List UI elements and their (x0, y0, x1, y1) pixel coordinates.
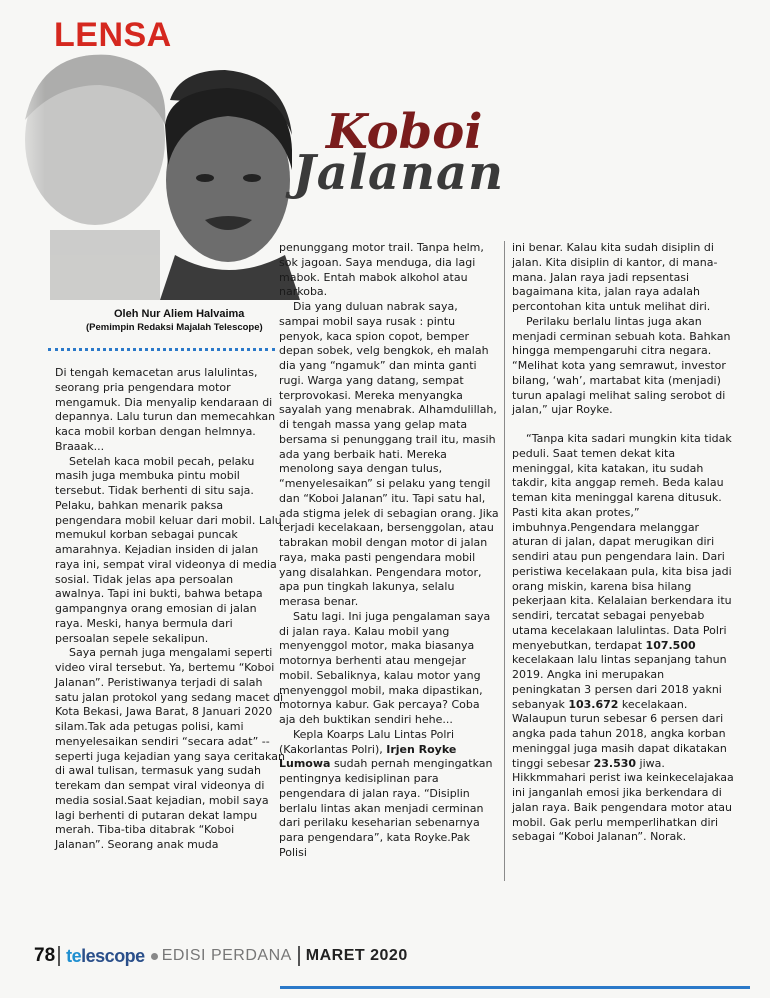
bold-name: Irjen Royke Lumowa (279, 742, 457, 771)
footer-separator (58, 946, 60, 966)
text-run: “Tanpa kita sadari mungkin kita tidak peduli. Saat temen dekat kita meninggal, kita katakan, itu sudah takdir, kita anggap remeh. Beda kalau teman kita meninggal karena ditusuk. Pasti kita akan protes,” imbuhnya.Pengendara melanggar aturan di jalan, dapat merugikan diri sendiri atau pun pengendara lain. Dari peristiwa kecelakaan pula, kita bisa jadi orang miskin, karena bisa hilang pekerjaan kita. Kelalaian berkendara itu sendiri, tercatat sebagai penyebab utama kecelakaan lalulintas. Data Polri menyebutkan, terdapat (512, 432, 732, 652)
issue-date: MARET 2020 (305, 947, 408, 964)
paragraph: Setelah kaca mobil pecah, pelaku masih juga membuka pintu mobil tersebut. Tidak berhenti di situ saja. Pelaku, bahkan menarik paksa pengendara mobil keluar dari mobil. Lalu memukul korban sebagai puncak amarahnya. Kejadian insiden di jalan raya ini, sempat viral videonya di media sosial. Tidak jelas apa persoalan awalnya. Tapi ini bukti, bahwa betapa gampangnya orang emosian di jalan raya. Meski, hanya bermula dari persoalan sepele sekalipun. (55, 454, 282, 645)
article-title-line2: Jalanan (293, 145, 505, 201)
article-title-line1: Koboi (326, 104, 483, 160)
text-run: kecelakaan. Walaupun turun sebesar 6 persen dari angka pada tahun 2018, angka korban meninggal juga masih dapat dikatakan tinggi sebesar (512, 697, 727, 770)
page-number: 78 (34, 945, 56, 966)
text-run: jiwa. Hikkmmahari perist iwa keinkecelajakaa ini janganlah emosi jika berkendara di jalan raya. Baik pengendara motor atau mobil. Gak perlu memperlihatkan diri sebagai “Koboi Jalanan”. Norak. (512, 756, 734, 844)
author-portrait (0, 30, 300, 300)
bold-number: 103.672 (568, 697, 619, 711)
paragraph: Satu lagi. Ini juga pengalaman saya di jalan raya. Kalau mobil yang menyenggol motor, maka biasanya motornya berhenti atau mengejar mobil. Sebaliknya, kalau motor yang menyenggol mobil, maka dipastikan, motornya kabur. Gak percaya? Coba aja deh buktikan sendiri hehe... (279, 609, 491, 726)
text-run: sudah pernah mengingatkan pentingnya kedisiplinan para pengendara di jalan raya. “Disiplin berlalu lintas akan menjadi cerminan dari perilaku keseharian sebenarnya para pengendara”, kata Royke.Pak Polisi (279, 757, 493, 859)
article-column-1 (55, 366, 285, 853)
footer-separator (298, 946, 300, 966)
paragraph: Di tengah kemacetan arus lalulintas, seorang pria pengendara motor mengamuk. Dia menyalip kendaraan di depannya. Lalu turun dan memecahkan kaca mobil korban dengan helmnya. Braaak... (55, 366, 276, 453)
bullet-icon (151, 953, 158, 960)
paragraph: Dia yang duluan nabrak saya, sampai mobil saya rusak : pintu penyok, kaca spion copot, bemper depan sobek, velg bengkok, eh malah dia yang “ngamuk” dan minta ganti rugi. Warga yang datang, sempat terprovokasi. Mereka menyangka sayalah yang menabrak. Alhamdulillah, di tengah massa yang gelap mata bersama si penunggang trail itu, masih ada yang berbaik hati. Mereka menolong saya dengan tulus, “menyelesaikan” si pelaku yang tengil dan “Koboi Jalanan” itu. Tapi satu hal, ada stigma jelek di sebagian orang. Jika terjadi kecelakaan, bersenggolan, atau tabrakan mobil dengan motor di jalan raya, maka pasti pengendara mobil yang disalahkan. Pengendara motor, apa pun tingkah lakunya, selalu merasa benar. (279, 300, 499, 608)
bottom-accent-rule (280, 986, 750, 989)
page-footer (34, 943, 408, 969)
paragraph: ini benar. Kalau kita sudah disiplin di jalan. Kita disiplin di kantor, di mana-mana. Jalan raya jadi repsentasi bagaimana kita, jalan raya adalah percontohan kita untuk melihat diri. (512, 241, 718, 313)
author-role: (Pemimpin Redaksi Majalah Telescope) (86, 322, 263, 333)
author-byline: Oleh Nur Aliem Halvaima (114, 308, 245, 320)
text-run: Kepla Koarps Lalu Lintas Polri (Kakorlantas Polri), (279, 727, 455, 756)
paragraph: Saya pernah juga mengalami seperti video viral tersebut. Ya, bertemu “Koboi Jalanan”. Peristiwanya terjadi di salah satu jalan protokol yang sedang macet di Kota Bekasi, Jawa Barat, 8 Januari 2020 silam.Tak ada petugas polisi, kami menyelesaikan sendiri “secara adat” -- seperti juga kejadian yang saya ceritakan di awal tulisan, termasuk yang sudah terekam dan sempat viral videonya di media sosial.Saat kejadian, mobil saya lagi berhenti di putaran dekat lampu merah. Tiba-tiba ditabrak “Koboi Jalanan”. Seorang anak muda (55, 646, 285, 851)
paragraph: penunggang motor trail. Tanpa helm, sok jagoan. Saya menduga, dia lagi mabok. Entah mabok alkohol atau narkoba. (279, 241, 484, 299)
paragraph: Perilaku berlalu lintas juga akan menjadi cerminan sebuah kota. Bahkan hingga mempengaruhi citra negara. “Melihat kota yang semrawut, investor bilang, ‘wah’, martabat kita (menjadi) turun apalagi melihat saling serobot di jalan,” ujar Royke. (512, 314, 731, 417)
text-run: kecelakaan lalu lintas sepanjang tahun 2019. Angka ini merupakan peningkatan 3 persen dari 2018 yakni sebanyak (512, 653, 727, 711)
bold-number: 107.500 (645, 638, 696, 652)
magazine-logo (66, 946, 145, 967)
article-column-3 (512, 241, 734, 845)
bold-number: 23.530 (593, 756, 637, 770)
paragraph (512, 432, 734, 845)
edition-label: EDISI PERDANA (161, 947, 292, 964)
logo-text-b: lescope (81, 945, 145, 966)
article-column-2 (279, 241, 499, 861)
paragraph (279, 728, 499, 861)
column-divider (504, 241, 505, 881)
logo-text-a: te (66, 945, 82, 966)
dotted-divider (48, 348, 275, 351)
